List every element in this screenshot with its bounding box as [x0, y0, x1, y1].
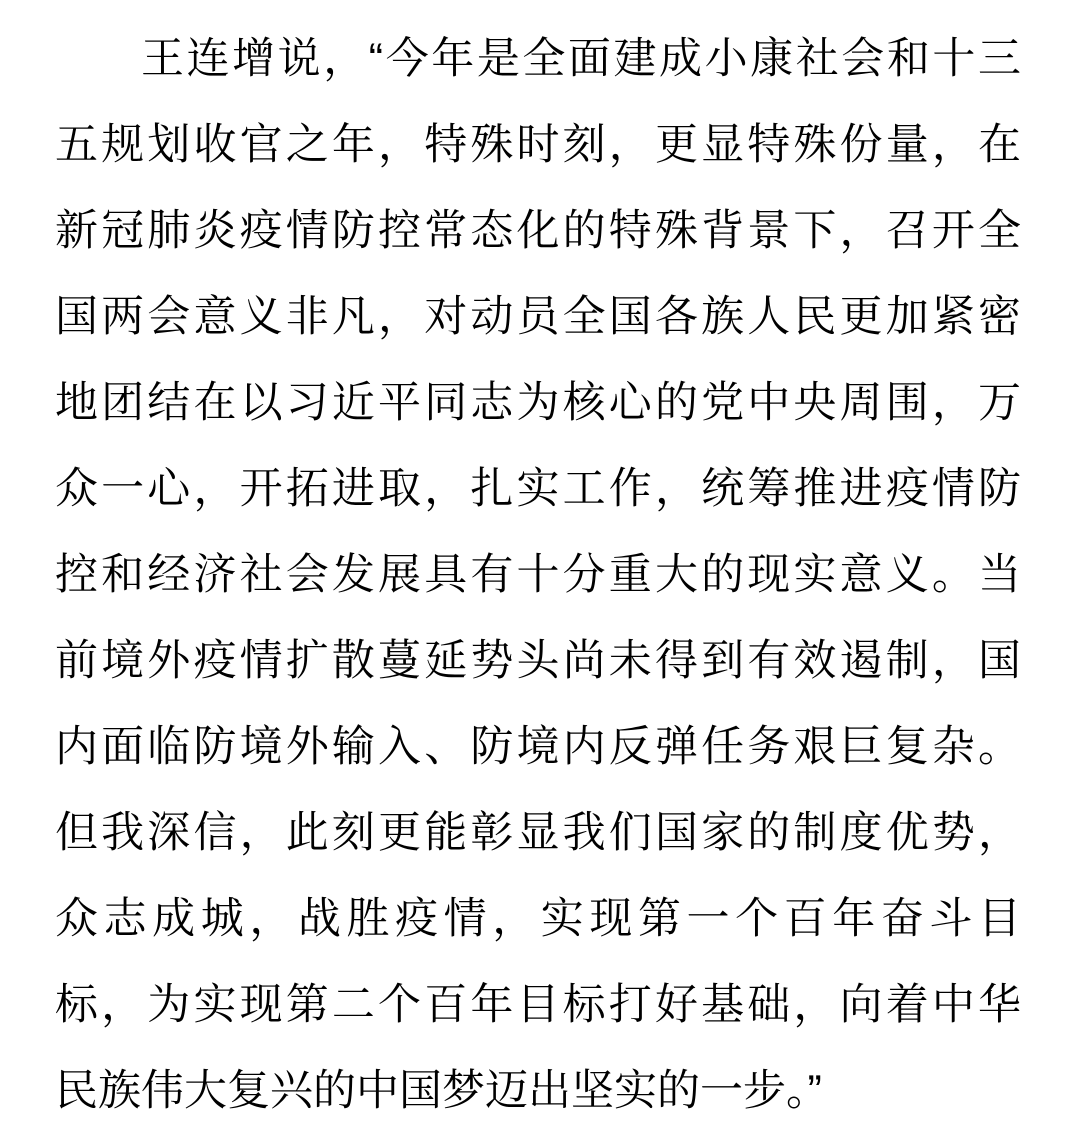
text-line: 内面临防境外输入、防境内反弹任务艰巨复杂。: [55, 723, 1021, 771]
text-line: 民族伟大复兴的中国梦迈出坚实的一步。”: [55, 1067, 822, 1115]
text-line: 众志成城，战胜疫情，实现第一个百年奋斗目: [55, 895, 1021, 943]
text-line: 众一心，开拓进取，扎实工作，统筹推进疫情防: [55, 465, 1021, 513]
text-line: 标，为实现第二个百年目标打好基础，向着中华: [55, 981, 1021, 1029]
text-line: 新冠肺炎疫情防控常态化的特殊背景下，召开全: [55, 207, 1021, 255]
text-line: 国两会意义非凡，对动员全国各族人民更加紧密: [55, 293, 1021, 341]
text-line: 王连增说，“今年是全面建成小康社会和十三: [141, 35, 1021, 83]
text-line: 地团结在以习近平同志为核心的党中央周围，万: [55, 379, 1021, 427]
text-line: 但我深信，此刻更能彰显我们国家的制度优势，: [55, 809, 1021, 857]
text-line: 前境外疫情扩散蔓延势头尚未得到有效遏制，国: [55, 637, 1021, 685]
text-line: 控和经济社会发展具有十分重大的现实意义。当: [55, 551, 1021, 599]
text-line: 五规划收官之年，特殊时刻，更显特殊份量，在: [55, 121, 1021, 169]
